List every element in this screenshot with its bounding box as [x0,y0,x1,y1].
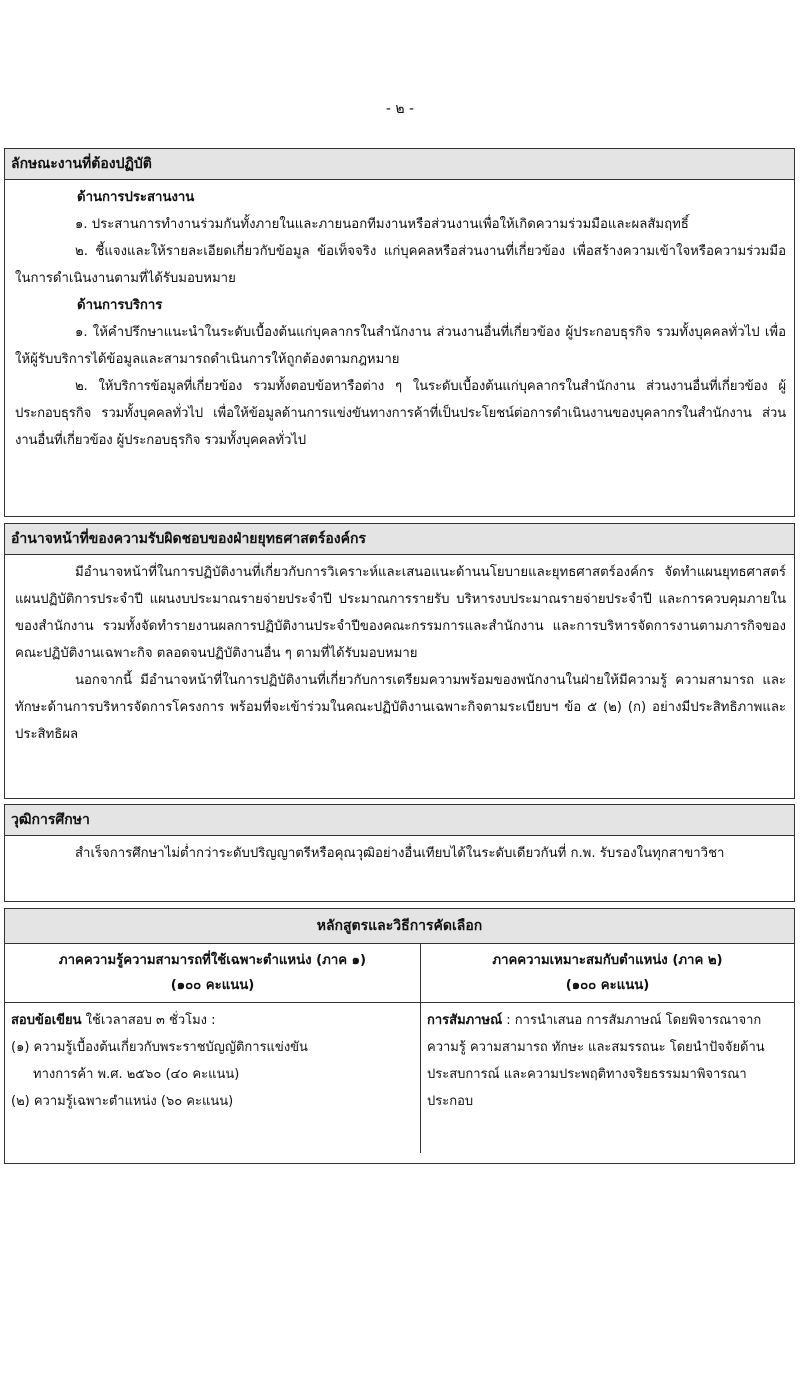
authority-section [4,523,795,799]
part1-item-1-line-2: ทางการค้า พ.ศ. ๒๕๖๐ (๔๐ คะแนน) [33,1067,240,1082]
education-section [4,804,795,902]
authority-paragraph-2: นอกจากนี้ มีอำนาจหน้าที่ในการปฏิบัติงานที่เกี่ยวกับการเตรียมความพร้อมของพนักงานในฝ่ายให้มีความรู้ ความสามารถ และทักษะด้านการบริหารจัดการโครงการ พร้อมที่จะเข้าร่วมในคณะปฏิบัติงานเฉพาะกิจตามระเบียบฯ ข้อ ๕ (๒) (ก) อย่างมีประสิทธิภาพและประสิทธิผล [15,673,786,742]
service-item-2: ๒. ให้บริการข้อมูลที่เกี่ยวข้อง รวมทั้งตอบข้อหารือต่าง ๆ ในระดับเบื้องต้นแก่บุคลากรในสำนักงาน ส่วนงานอื่นที่เกี่ยวข้อง ผู้ประกอบธุรกิจ รวมทั้งบุคคลทั่วไป เพื่อให้ข้อมูลด้านการแข่งขันทางการค้าที่เป็นประโยชน์ต่อการดำเนินงานของบุคลากรในสำนักงาน ส่วนงานอื่นที่เกี่ยวข้อง ผู้ประกอบธุรกิจ รวมทั้งบุคคลทั่วไป [15,379,786,448]
part1-column [5,944,421,1153]
coordination-item-2: ๒. ชี้แจงและให้รายละเอียดเกี่ยวกับข้อมูล ข้อเท็จจริง แก่บุคคลหรือส่วนงานที่เกี่ยวข้อง เพื่อสร้างความเข้าใจหรือความร่วมมือในการดำเนินงานตามที่ได้รับมอบหมาย [15,244,786,286]
part2-column [421,944,794,1153]
part1-points: (๑๐๐ คะแนน) [170,978,255,993]
part2-header [421,944,794,1003]
part2-heading: ภาคความเหมาะสมกับตำแหน่ง (ภาค ๒) [492,953,723,968]
part1-method-label: สอบข้อเขียน [11,1013,82,1028]
part2-method-label: การสัมภาษณ์ [427,1013,503,1028]
authority-body [5,555,794,754]
part1-heading: ภาคความรู้ความสามารถที่ใช้เฉพาะตำแหน่ง (ภาค ๑) [58,953,367,968]
part1-header [5,944,420,1003]
coordination-heading: ด้านการประสานงาน [77,190,195,205]
part1-item-1-line-1: (๑) ความรู้เบื้องต้นเกี่ยวกับพระราชบัญญัติการแข่งขัน [11,1040,308,1055]
duties-section [4,148,795,517]
authority-title: อำนาจหน้าที่ของความรับผิดชอบของฝ่ายยุทธศาสตร์องค์กร [5,524,794,555]
coordination-item-1: ๑. ประสานการทำงานร่วมกันทั้งภายในและภายนอกทีมงานหรือส่วนงานเพื่อให้เกิดความร่วมมือและผลสัมฤทธิ์ [75,217,689,232]
duties-body [5,180,794,460]
selection-columns [5,944,794,1153]
education-body [5,836,794,873]
education-title: วุฒิการศึกษา [5,805,794,836]
part2-points: (๑๐๐ คะแนน) [565,978,650,993]
part2-body [421,1003,794,1153]
part1-body [5,1003,420,1153]
part2-method-detail: : การนำเสนอ การสัมภาษณ์ โดยพิจารณาจากความรู้ ความสามารถ ทักษะ และสมรรถนะ โดยนำปัจจัยด้านประสบการณ์ และความประพฤติทางจริยธรรมมาพิจารณาประกอบ [427,1013,765,1109]
page-number: - ๒ - [385,101,415,117]
part1-method [11,1007,412,1034]
part1-item-2: (๒) ความรู้เฉพาะตำแหน่ง (๖๐ คะแนน) [11,1094,234,1109]
authority-paragraph-1: มีอำนาจหน้าที่ในการปฏิบัติงานที่เกี่ยวกับการวิเคราะห์และเสนอแนะด้านนโยบายและยุทธศาสตร์องค์กร จัดทำแผนยุทธศาสตร์ แผนปฏิบัติการประจำปี แผนงบประมาณรายจ่ายประจำปี ประมาณการรายรับ บริหารงบประมาณรายจ่ายประจำปี และการควบคุมภายในของสำนักงาน รวมทั้งจัดทำรายงานผลการปฏิบัติงานประจำปีของคณะกรรมการและสำนักงาน และการบริหารจัดการงานตามภารกิจของคณะปฏิบัติงานเฉพาะกิจ ตลอดจนปฏิบัติงานอื่น ๆ ตามที่ได้รับมอบหมาย [15,565,786,661]
selection-table [4,908,795,1164]
selection-title: หลักสูตรและวิธีการคัดเลือก [5,909,794,944]
education-text: สำเร็จการศึกษาไม่ต่ำกว่าระดับปริญญาตรีหรือคุณวุฒิอย่างอื่นเทียบได้ในระดับเดียวกันที่ ก.พ. รับรองในทุกสาขาวิชา [75,846,725,861]
part2-method [427,1007,786,1115]
part1-method-detail: ใช้เวลาสอบ ๓ ชั่วโมง : [81,1013,216,1028]
duties-title: ลักษณะงานที่ต้องปฏิบัติ [5,149,794,180]
service-item-1: ๑. ให้คำปรึกษาแนะนำในระดับเบื้องต้นแก่บุคลากรในสำนักงาน ส่วนงานอื่นที่เกี่ยวข้อง ผู้ประกอบธุรกิจ รวมทั้งบุคคลทั่วไป เพื่อให้ผู้รับบริการได้ข้อมูลและสามารถดำเนินการให้ถูกต้องตามกฎหมาย [15,325,786,367]
service-heading: ด้านการบริการ [77,298,163,313]
